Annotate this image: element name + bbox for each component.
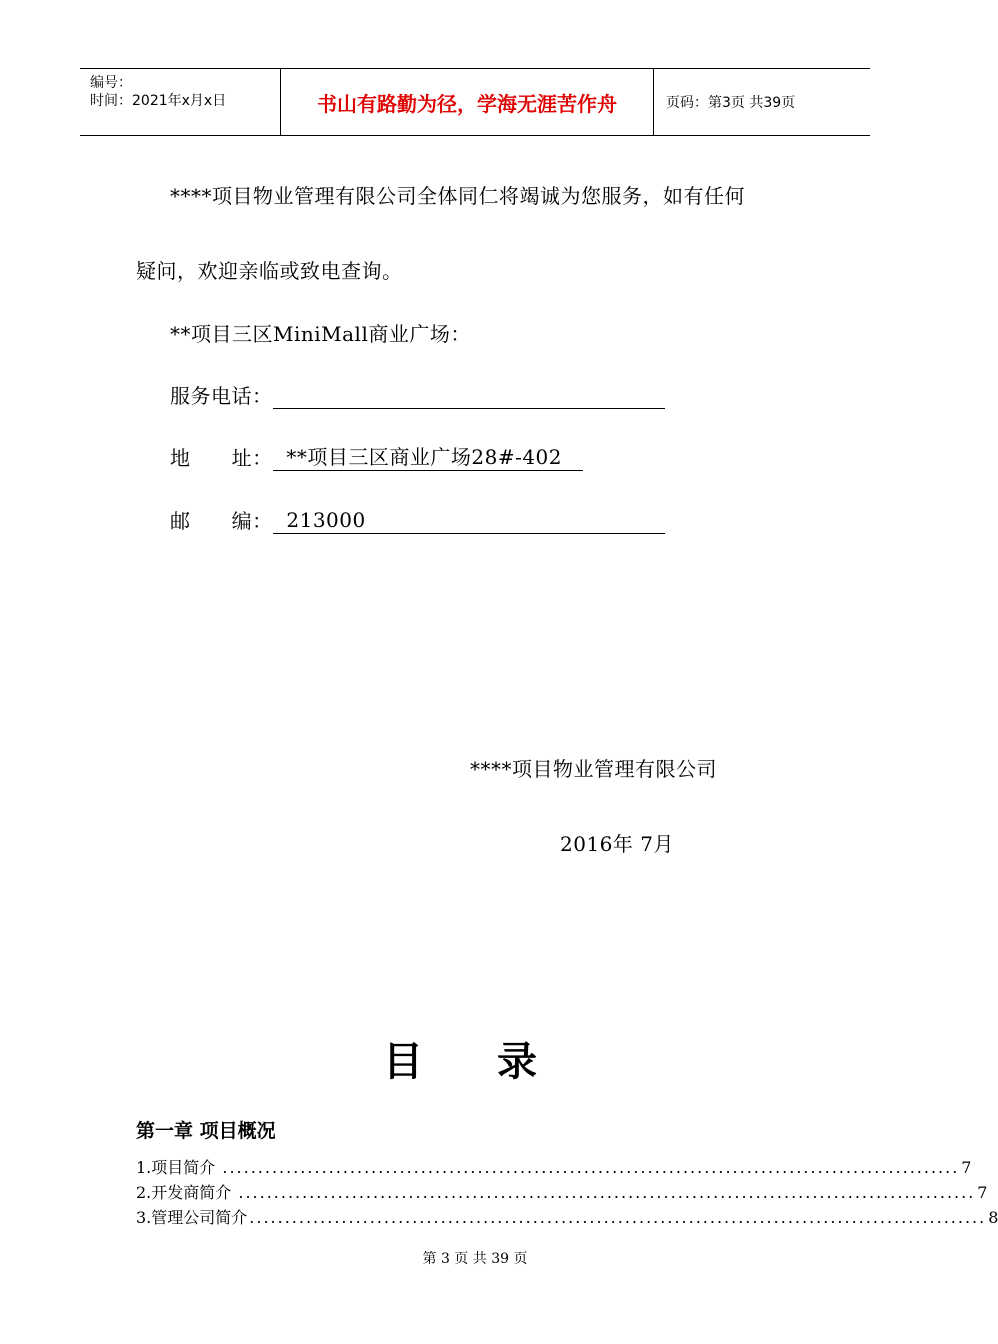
toc-entry-page: 8: [988, 1208, 998, 1227]
document-time-label: 时间：2021年x月x日: [90, 93, 227, 109]
toc-entry-label: 1.项目简介: [136, 1158, 221, 1177]
document-number-label: 编号：: [90, 75, 132, 91]
toc-entry[interactable]: [136, 1180, 988, 1205]
phone-value: [273, 382, 665, 409]
toc-entry[interactable]: [136, 1205, 998, 1230]
postcode-value: 213000: [273, 507, 665, 534]
toc-leader-dots: ........................................................................................................: [249, 1208, 987, 1227]
toc-list: [136, 1155, 998, 1230]
address-row: [170, 442, 583, 471]
address-value: **项目三区商业广场28#-402: [272, 445, 583, 469]
postcode-row: [170, 505, 665, 534]
header-page-info: 页码：第3页 共39页: [666, 95, 796, 111]
toc-entry-page: 7: [961, 1158, 972, 1177]
header-meta-cell: [80, 69, 281, 135]
postcode-label: 邮 编：: [170, 509, 273, 533]
phone-label: 服务电话：: [170, 384, 273, 408]
signature-company: ****项目物业管理有限公司: [470, 757, 717, 781]
toc-leader-dots: ........................................................................................................: [238, 1183, 976, 1202]
toc-entry[interactable]: [136, 1155, 972, 1180]
venue-name: **项目三区MiniMall商业广场：: [170, 322, 471, 346]
page-footer: 第 3 页 共 39 页: [422, 1251, 528, 1267]
toc-title: 目 录: [383, 1039, 567, 1085]
service-statement-line2: 疑问，欢迎亲临或致电查询。: [136, 259, 403, 283]
signature-date: 2016年 7月: [560, 832, 674, 856]
document-header: [80, 68, 870, 136]
toc-leader-dots: ........................................................................................................: [222, 1158, 960, 1177]
toc-entry-label: 2.开发商简介: [136, 1183, 237, 1202]
phone-row: [170, 380, 665, 409]
toc-entry-page: 7: [977, 1183, 988, 1202]
toc-entry-label: 3.管理公司简介: [136, 1208, 248, 1227]
toc-chapter-heading: 第一章 项目概况: [136, 1120, 276, 1142]
address-label: 地 址：: [170, 446, 273, 470]
service-statement-line1: ****项目物业管理有限公司全体同仁将竭诚为您服务，如有任何: [170, 184, 745, 208]
header-motto: 书山有路勤为径，学海无涯苦作舟: [281, 69, 654, 135]
